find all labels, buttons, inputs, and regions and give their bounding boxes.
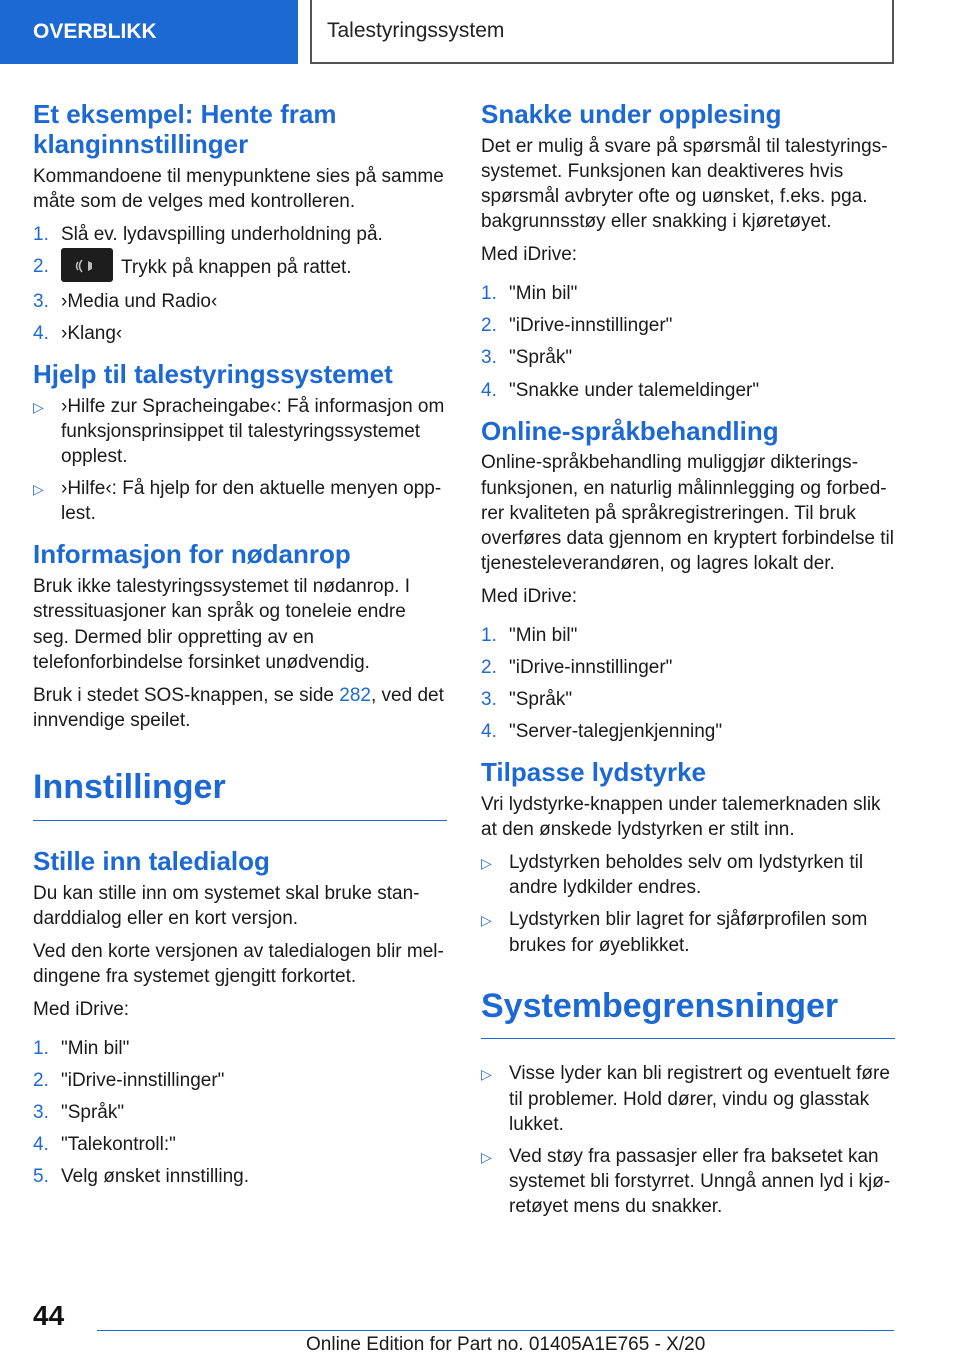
- step-number: 4.: [481, 379, 497, 401]
- paragraph: Ved den korte versjonen av taledialogen blir meldingene fra systemet gjengitt forkortet.: [33, 940, 444, 987]
- step-content: [61, 254, 352, 282]
- steps-list: [33, 222, 447, 346]
- bullet-text: Ved støy fra passasjer eller fra baksetet kan systemet bli forstyrret. Unngå annen lyd i kjøretøyet mens du snakker.: [509, 1145, 891, 1217]
- step-text: ›Klang‹: [61, 323, 123, 345]
- list-item: [481, 907, 895, 957]
- triangle-bullet-icon: ▷: [481, 855, 492, 872]
- list-item: [481, 687, 895, 712]
- step-text: "iDrive-innstillinger": [509, 315, 673, 337]
- list-item: [481, 719, 895, 744]
- page-number: 44: [33, 1300, 65, 1331]
- triangle-bullet-icon: ▷: [481, 1066, 492, 1083]
- step-number: 2.: [481, 657, 497, 679]
- bullet-text: ›Hilfe‹: Få hjelp for den aktuelle menyen opplest.: [61, 478, 442, 525]
- paragraph: Du kan stille inn om systemet skal bruke standarddialog eller en kort versjon.: [33, 882, 420, 929]
- list-item: [33, 1164, 447, 1189]
- chapter-title: Innstillinger: [33, 767, 447, 821]
- list-item: [481, 850, 895, 900]
- step-number: 4.: [481, 721, 497, 743]
- step-text: "Språk": [509, 347, 573, 369]
- left-column: [33, 100, 447, 1203]
- steps-list: [481, 281, 895, 402]
- paragraph: Vri lydstyrke-knappen under talemerknaden slik at den ønskede lydstyrken er stilt inn.: [481, 794, 881, 841]
- header-tab: OVERBLIKK: [0, 0, 298, 64]
- step-number: 2.: [33, 256, 49, 278]
- step-number: 1.: [33, 223, 49, 245]
- page-link[interactable]: 282: [339, 684, 371, 706]
- step-number: 3.: [33, 291, 49, 313]
- bullet-text: Lydstyrken blir lagret for sjåførprofilen som brukes for øyeblikket.: [509, 909, 868, 956]
- list-item: [481, 1061, 895, 1136]
- paragraph: Bruk ikke talestyringssystemet til nødanrop. I stressituasjoner kan språk og toneleie endre seg. Dermed blir oppretting av en telefonforbindelse forsinket unødvendig.: [33, 576, 410, 673]
- bullet-text: Lydstyrken beholdes selv om lydstyrken til andre lydkilder endres.: [509, 852, 864, 899]
- paragraph: Online-språkbehandling muliggjør dikteringsfunksjonen, en naturlig målinnlegging og forbedrer kvaliteten på språkregistreringen. Til bruk overføres data gjennom en kryptert forbindelse til tjenesteleverandøren, og lagres lokalt der.: [481, 452, 894, 574]
- step-text: ›Media und Radio‹: [61, 291, 218, 313]
- step-number: 2.: [33, 1069, 49, 1091]
- step-text: Velg ønsket innstilling.: [61, 1166, 249, 1188]
- list-item: [481, 623, 895, 648]
- header-title: [310, 0, 894, 64]
- step-number: 1.: [33, 1037, 49, 1059]
- step-text: "Talekontroll:": [61, 1134, 176, 1156]
- chapter-title: Systembegrensninger: [481, 986, 895, 1040]
- bullet-list: [481, 850, 895, 957]
- step-number: 2.: [481, 315, 497, 337]
- step-text: "iDrive-innstillinger": [61, 1069, 225, 1091]
- step-number: 3.: [33, 1102, 49, 1124]
- step-number: 4.: [33, 323, 49, 345]
- voice-button-icon: [61, 248, 113, 282]
- triangle-bullet-icon: ▷: [33, 399, 44, 416]
- section-title: Online-språkbehandling: [481, 415, 779, 446]
- list-item: [33, 222, 447, 247]
- section-title: Informasjon for nødanrop: [33, 539, 351, 570]
- step-text: "Min bil": [509, 283, 578, 305]
- steps-list: [33, 1036, 447, 1189]
- list-item: [33, 321, 447, 346]
- step-text: "Min bil": [509, 624, 578, 646]
- section-title: Tilpasse lydstyrke: [481, 757, 706, 788]
- section-title: Hjelp til talestyringssystemet: [33, 359, 393, 390]
- list-item: [33, 1132, 447, 1157]
- paragraph: Kommandoene til menypunktene sies på samme måte som de velges med kontrolleren.: [33, 165, 444, 212]
- step-text: "iDrive-innstillinger": [509, 657, 673, 679]
- triangle-bullet-icon: ▷: [33, 481, 44, 498]
- step-number: 4.: [33, 1134, 49, 1156]
- step-number: 5.: [33, 1166, 49, 1188]
- paragraph: Med iDrive:: [481, 585, 578, 607]
- step-number: 3.: [481, 689, 497, 711]
- list-item: [481, 378, 895, 403]
- paragraph-text: , ved det innvendige speilet.: [33, 684, 444, 731]
- step-text: Trykk på knappen på rattet.: [121, 257, 352, 279]
- list-item: [33, 254, 447, 282]
- paragraph-text: Bruk i stedet SOS-knappen, se side: [33, 684, 340, 706]
- triangle-bullet-icon: ▷: [481, 912, 492, 929]
- list-item: [33, 1100, 447, 1125]
- paragraph: Med iDrive:: [33, 998, 130, 1020]
- list-item: [481, 1144, 895, 1219]
- list-item: [481, 655, 895, 680]
- list-item: [33, 1068, 447, 1093]
- list-item: [481, 281, 895, 306]
- bullet-text: ›Hilfe zur Spracheingabe‹: Få informasjon om funksjonsprinsippet til talestyringssystemet opplest.: [61, 396, 445, 468]
- step-text: Slå ev. lydavspilling underholdning på.: [61, 223, 383, 245]
- bullet-list: [33, 394, 447, 526]
- step-text: "Språk": [61, 1102, 125, 1124]
- list-item: [481, 345, 895, 370]
- section-title: Stille inn taledialog: [33, 845, 270, 876]
- step-number: 3.: [481, 347, 497, 369]
- step-number: 1.: [481, 624, 497, 646]
- bullet-text: Visse lyder kan bli registrert og eventuelt føre til problemer. Hold dører, vindu og glasstak lukket.: [509, 1063, 890, 1135]
- triangle-bullet-icon: ▷: [481, 1148, 492, 1165]
- section-title: Snakke under opplesing: [481, 99, 782, 129]
- steps-list: [481, 623, 895, 744]
- right-column: [481, 100, 895, 1233]
- paragraph: Det er mulig å svare på spørsmål til talestyringssystemet. Funksjonen kan deaktiveres hvis spørsmål avbryter ofte og uønsket, f.eks. pga. bakgrunnsstøy eller snakking i kjøretøyet.: [481, 135, 888, 233]
- list-item: [33, 394, 447, 469]
- list-item: [481, 313, 895, 338]
- header-title-text: Talestyringssystem: [327, 19, 505, 42]
- step-number: 1.: [481, 283, 497, 305]
- step-text: "Min bil": [61, 1037, 130, 1059]
- step-text: "Server-talegjenkjenning": [509, 721, 723, 743]
- paragraph: [33, 683, 447, 733]
- section-title: Et eksempel: Hente fram klanginnstillinger: [33, 99, 337, 159]
- list-item: [33, 289, 447, 314]
- step-text: "Språk": [509, 689, 573, 711]
- bullet-list: [481, 1061, 895, 1218]
- paragraph: Med iDrive:: [481, 244, 578, 266]
- list-item: [33, 476, 447, 526]
- footer-divider: [97, 1330, 894, 1331]
- step-text: "Snakke under talemeldinger": [509, 379, 760, 401]
- list-item: [33, 1036, 447, 1061]
- footer-edition: Online Edition for Part no. 01405A1E765 - X/20: [306, 1334, 706, 1355]
